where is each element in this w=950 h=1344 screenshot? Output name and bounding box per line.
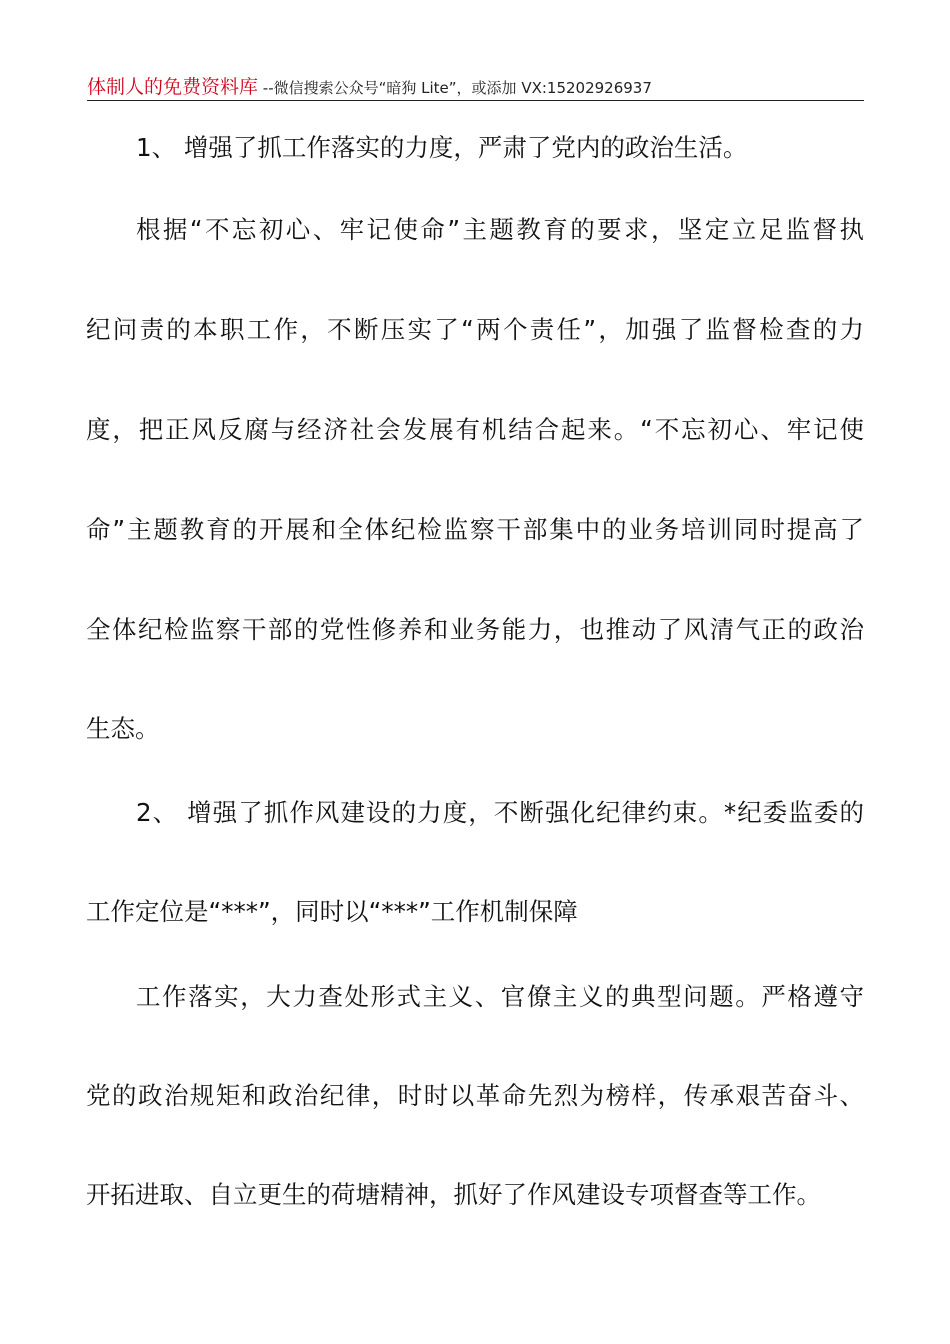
paragraph-line: 度，把正风反腐与经济社会发展有机结合起来。“不忘初心、牢记使 — [86, 415, 864, 444]
paragraph-line: 生态。 — [86, 714, 160, 743]
page-header — [87, 72, 864, 101]
paragraph-line: 党的政治规矩和政治纪律，时时以革命先烈为榜样，传承艰苦奋斗、 — [86, 1081, 864, 1110]
paragraph-line: 2、 增强了抓作风建设的力度，不断强化纪律约束。*纪委监委的 — [136, 798, 864, 827]
header-note: --微信搜索公众号“暗狗 Lite”，或添加 VX:15202926937 — [258, 79, 652, 97]
paragraph-line: 命”主题教育的开展和全体纪检监察干部集中的业务培训同时提高了 — [86, 515, 864, 544]
header-brand: 体制人的免费资料库 — [87, 76, 259, 98]
paragraph-line: 工作定位是“***”，同时以“***”工作机制保障 — [86, 897, 578, 926]
paragraph-line: 纪问责的本职工作，不断压实了“两个责任”，加强了监督检查的力 — [86, 315, 864, 344]
paragraph-line: 1、 增强了抓工作落实的力度，严肃了党内的政治生活。 — [136, 133, 748, 162]
paragraph-line: 根据“不忘初心、牢记使命”主题教育的要求，坚定立足监督执 — [136, 215, 864, 244]
paragraph-line: 工作落实，大力查处形式主义、官僚主义的典型问题。严格遵守 — [136, 982, 864, 1011]
paragraph-line: 开拓进取、自立更生的荷塘精神，抓好了作风建设专项督查等工作。 — [86, 1180, 821, 1209]
paragraph-line: 全体纪检监察干部的党性修养和业务能力，也推动了风清气正的政治 — [86, 615, 864, 644]
